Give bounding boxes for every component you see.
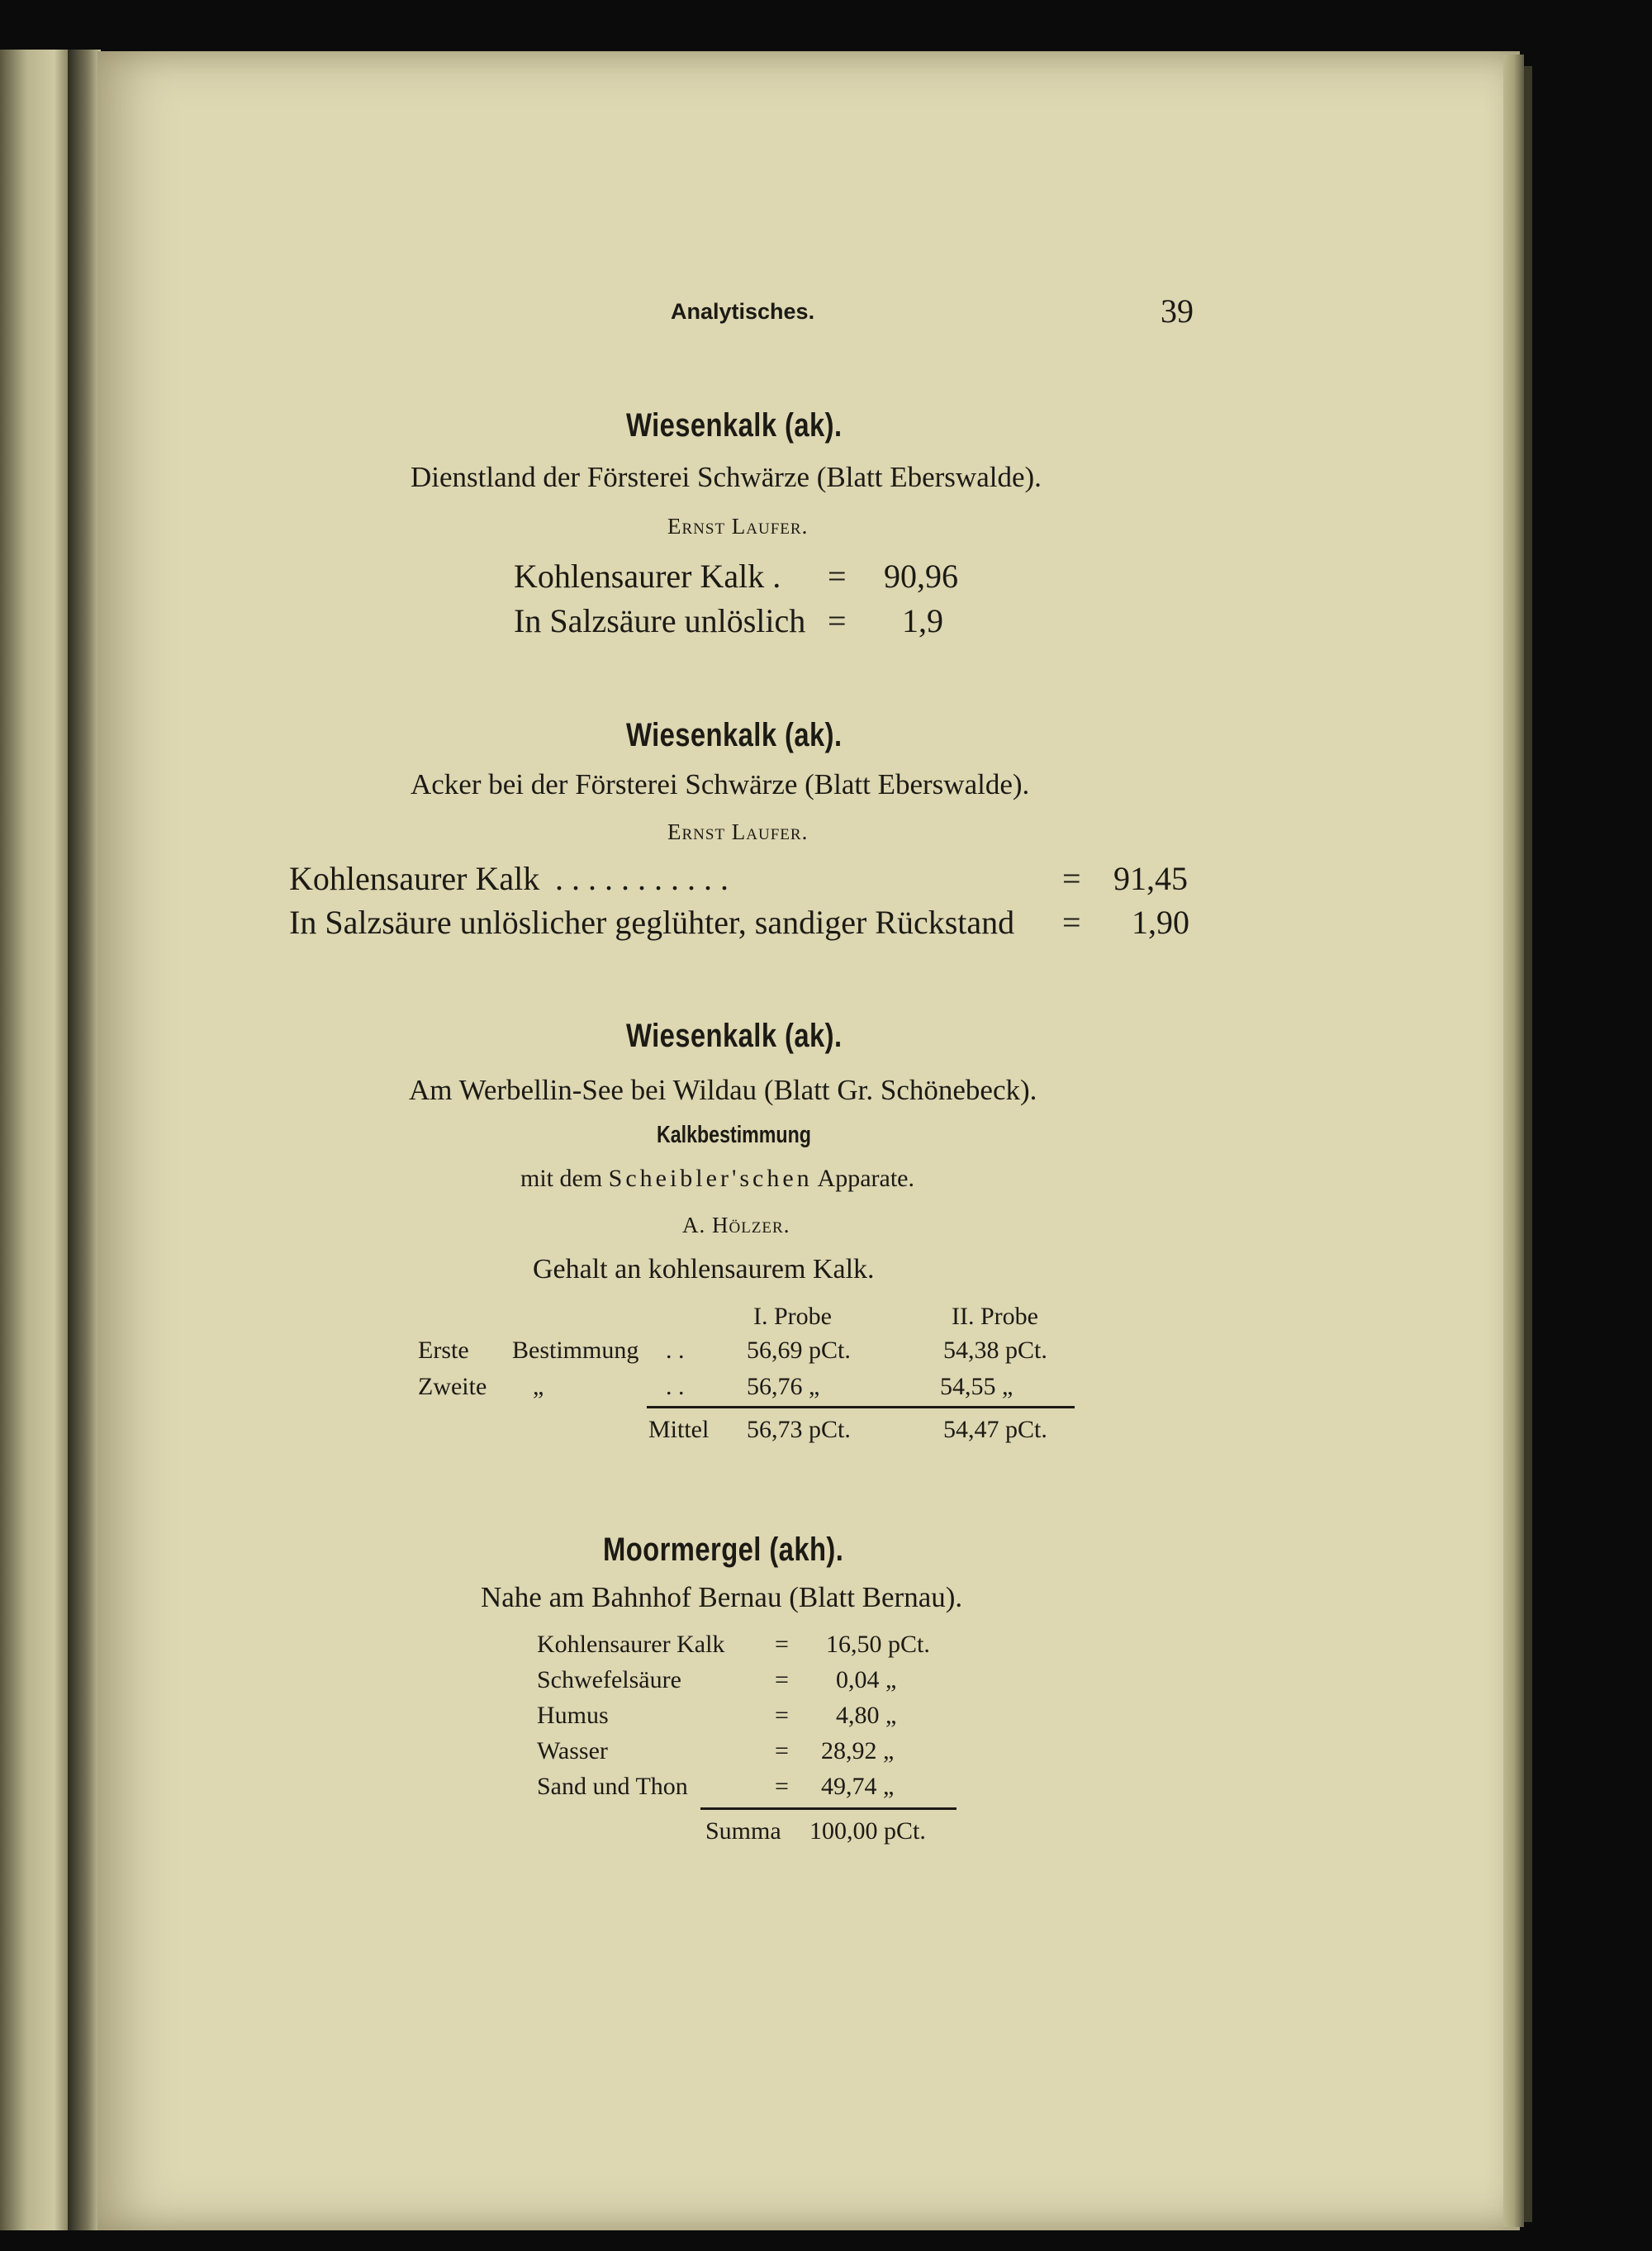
running-header: Analytisches. — [671, 299, 815, 324]
leader-dots: . . — [666, 1337, 685, 1364]
analysis-label: In Salzsäure unlöslich — [514, 602, 806, 639]
equals-sign: = — [828, 602, 847, 639]
analysis-value: 0,04 „ — [836, 1666, 897, 1693]
analysis-label: Kohlensaurer Kalk — [289, 860, 540, 897]
page-number: 39 — [1161, 292, 1194, 330]
analysis-label: Schwefelsäure — [537, 1666, 681, 1693]
page-fore-edge — [1503, 55, 1524, 2227]
section-location: Acker bei der Försterei Schwärze (Blatt Eberswalde). — [411, 768, 1030, 800]
column-header: II. Probe — [952, 1303, 1038, 1330]
leader-dots: . . — [666, 1373, 685, 1400]
analysis-label: Wasser — [537, 1737, 608, 1764]
method-name: Scheibler'schen — [608, 1165, 813, 1192]
analysis-value: 1,9 — [902, 602, 943, 639]
analysis-value: 90,96 — [884, 558, 958, 595]
section-subtitle: Kalkbestimmung — [657, 1122, 811, 1148]
book-gutter — [68, 50, 101, 2230]
mean-label: Mittel — [648, 1416, 710, 1443]
equals-sign: = — [828, 558, 847, 595]
analysis-label: In Salzsäure unlöslicher geglühter, sandiger Rückstand — [289, 904, 1015, 941]
table-cell: 56,76 „ — [747, 1373, 820, 1400]
table-cell: 54,38 pCt. — [943, 1337, 1047, 1364]
method-prefix: mit dem — [520, 1165, 603, 1192]
column-header: I. Probe — [753, 1303, 832, 1330]
section-author: Ernst Laufer. — [667, 514, 809, 539]
row-label: Zweite — [418, 1373, 487, 1400]
mean-value: 56,73 pCt. — [747, 1416, 851, 1443]
equals-sign: = — [775, 1737, 789, 1764]
equals-sign: = — [775, 1631, 789, 1658]
row-label: Erste — [418, 1337, 469, 1364]
row-label: Bestimmung — [512, 1337, 639, 1364]
section-title: Moormergel (akh). — [603, 1532, 844, 1568]
analysis-label: Kohlensaurer Kalk — [537, 1631, 725, 1658]
sum-value: 100,00 pCt. — [809, 1817, 926, 1845]
analysis-value: 16,50 pCt. — [826, 1631, 930, 1658]
leader-dots: . . . . . . . . . . . — [555, 860, 729, 897]
equals-sign: = — [1062, 860, 1081, 897]
section-author: A. Hölzer. — [682, 1213, 790, 1237]
section-location: Nahe am Bahnhof Bernau (Blatt Bernau). — [481, 1581, 963, 1613]
method-suffix: Apparate. — [817, 1165, 914, 1192]
section-author: Ernst Laufer. — [667, 819, 809, 844]
page-shadow-edge — [1524, 66, 1532, 2222]
equals-sign: = — [775, 1666, 789, 1693]
section-location: Dienstland der Försterei Schwärze (Blatt Eberswalde). — [411, 461, 1042, 493]
table-cell: 54,55 „ — [940, 1373, 1014, 1400]
section-title: Wiesenkalk (ak). — [626, 407, 843, 444]
table-cell: 56,69 pCt. — [747, 1337, 851, 1364]
equals-sign: = — [775, 1702, 789, 1729]
analysis-value: 1,90 — [1132, 904, 1189, 941]
method-line — [520, 1165, 914, 1193]
analysis-label: Sand und Thon — [537, 1773, 688, 1800]
analysis-label: Humus — [537, 1702, 609, 1729]
sum-rule — [647, 1406, 1075, 1408]
mean-value: 54,47 pCt. — [943, 1416, 1047, 1443]
analysis-value: 28,92 „ — [821, 1737, 895, 1764]
sum-rule — [700, 1807, 957, 1810]
sum-label: Summa — [705, 1817, 781, 1845]
section-title: Wiesenkalk (ak). — [626, 1018, 843, 1054]
left-page-edge — [0, 50, 68, 2230]
analysis-label: Kohlensaurer Kalk . — [514, 558, 781, 595]
analysis-value: 4,80 „ — [836, 1702, 897, 1729]
section-title: Wiesenkalk (ak). — [626, 717, 843, 753]
equals-sign: = — [1062, 904, 1081, 941]
analysis-value: 49,74 „ — [821, 1773, 895, 1800]
ditto-mark: „ — [533, 1373, 544, 1400]
section-location: Am Werbellin-See bei Wildau (Blatt Gr. Schönebeck). — [409, 1074, 1037, 1106]
equals-sign: = — [775, 1773, 789, 1800]
table-caption: Gehalt an kohlensaurem Kalk. — [533, 1254, 875, 1285]
analysis-value: 91,45 — [1113, 860, 1188, 897]
